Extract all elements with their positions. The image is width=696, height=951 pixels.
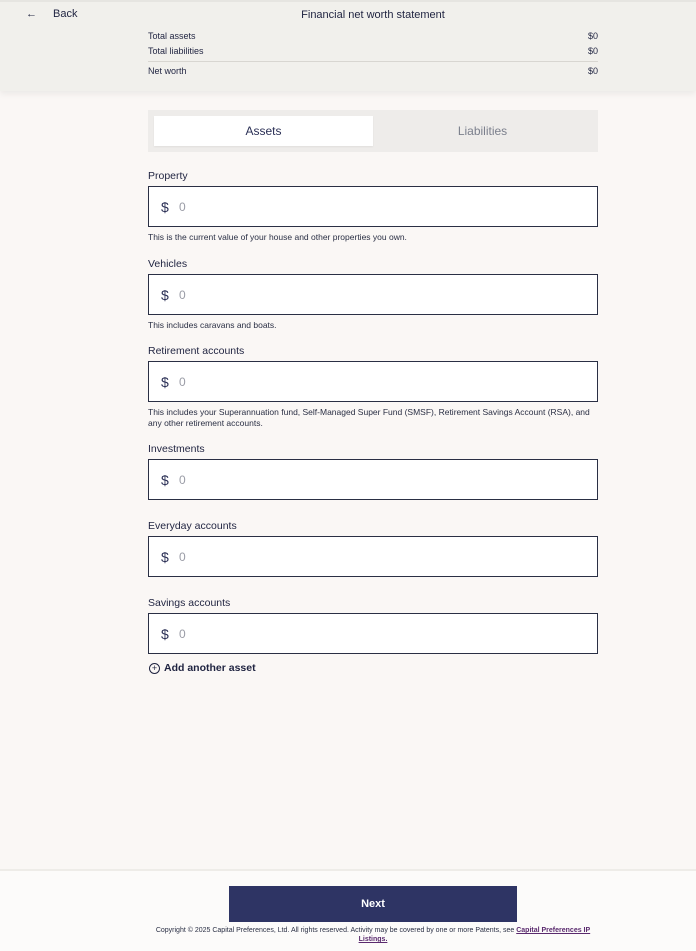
vehicles-hint: This includes caravans and boats. <box>148 320 277 330</box>
vehicles-field <box>148 258 598 331</box>
arrow-left-icon: ← <box>26 8 37 20</box>
retirement-accounts-input-box[interactable] <box>148 361 598 402</box>
savings-accounts-field <box>148 597 598 654</box>
everyday-accounts-label: Everyday accounts <box>148 520 237 532</box>
investments-input-box[interactable] <box>148 459 598 500</box>
everyday-accounts-input[interactable] <box>179 550 579 564</box>
net-worth-label: Net worth <box>148 66 187 76</box>
dollar-icon: $ <box>161 471 169 488</box>
tab-liabilities[interactable]: Liabilities <box>457 124 508 138</box>
retirement-accounts-label: Retirement accounts <box>148 345 245 357</box>
property-input[interactable] <box>179 200 579 214</box>
add-asset-label: Add another asset <box>164 662 256 674</box>
page-title: Financial net worth statement <box>301 9 445 21</box>
property-field <box>148 170 598 243</box>
total-liabilities-row <box>148 44 598 59</box>
net-worth-value: $0 <box>587 66 598 76</box>
dollar-icon: $ <box>161 548 169 565</box>
savings-accounts-input[interactable] <box>179 627 579 641</box>
ip-listings-link[interactable]: Capital Preferences IP Listings. <box>358 927 591 943</box>
footer <box>0 869 696 951</box>
everyday-accounts-input-box[interactable] <box>148 536 598 577</box>
investments-label: Investments <box>148 443 205 455</box>
property-hint: This is the current value of your house and other properties you own. <box>148 232 407 242</box>
net-worth-summary <box>148 29 598 79</box>
total-liabilities-label: Total liabilities <box>148 46 204 56</box>
add-another-asset-button[interactable] <box>149 662 256 674</box>
property-input-box[interactable] <box>148 186 598 227</box>
property-label: Property <box>148 170 188 182</box>
vehicles-input-box[interactable] <box>148 274 598 315</box>
asset-liability-tabs <box>148 110 598 152</box>
dollar-icon: $ <box>161 286 169 303</box>
investments-field <box>148 443 598 500</box>
plus-circle-icon: + <box>149 663 160 674</box>
retirement-accounts-input[interactable] <box>179 375 579 389</box>
total-assets-label: Total assets <box>148 31 196 41</box>
dollar-icon: $ <box>161 373 169 390</box>
everyday-accounts-field <box>148 520 598 577</box>
copyright <box>148 926 598 944</box>
summary-divider <box>148 61 598 62</box>
savings-accounts-label: Savings accounts <box>148 597 231 609</box>
dollar-icon: $ <box>161 625 169 642</box>
total-assets-row <box>148 29 598 44</box>
copyright-text: Copyright © 2025 Capital Preferences, Ltd. All rights reserved. Activity may be covered by one or more Patents, see <box>155 927 515 934</box>
vehicles-label: Vehicles <box>148 258 188 270</box>
total-liabilities-value: $0 <box>587 46 598 56</box>
net-worth-row <box>148 64 598 79</box>
summary-header <box>0 0 696 91</box>
tab-assets[interactable]: Assets <box>154 116 373 146</box>
back-label: Back <box>53 8 78 20</box>
retirement-accounts-field <box>148 345 598 429</box>
retirement-accounts-hint: This includes your Superannuation fund, Self-Managed Super Fund (SMSF), Retirement Savings Account (RSA), and any other retirement accounts. <box>148 407 590 428</box>
dollar-icon: $ <box>161 198 169 215</box>
investments-input[interactable] <box>179 473 579 487</box>
vehicles-input[interactable] <box>179 288 579 302</box>
savings-accounts-input-box[interactable] <box>148 613 598 654</box>
next-button[interactable]: Next <box>229 886 517 922</box>
total-assets-value: $0 <box>587 31 598 41</box>
